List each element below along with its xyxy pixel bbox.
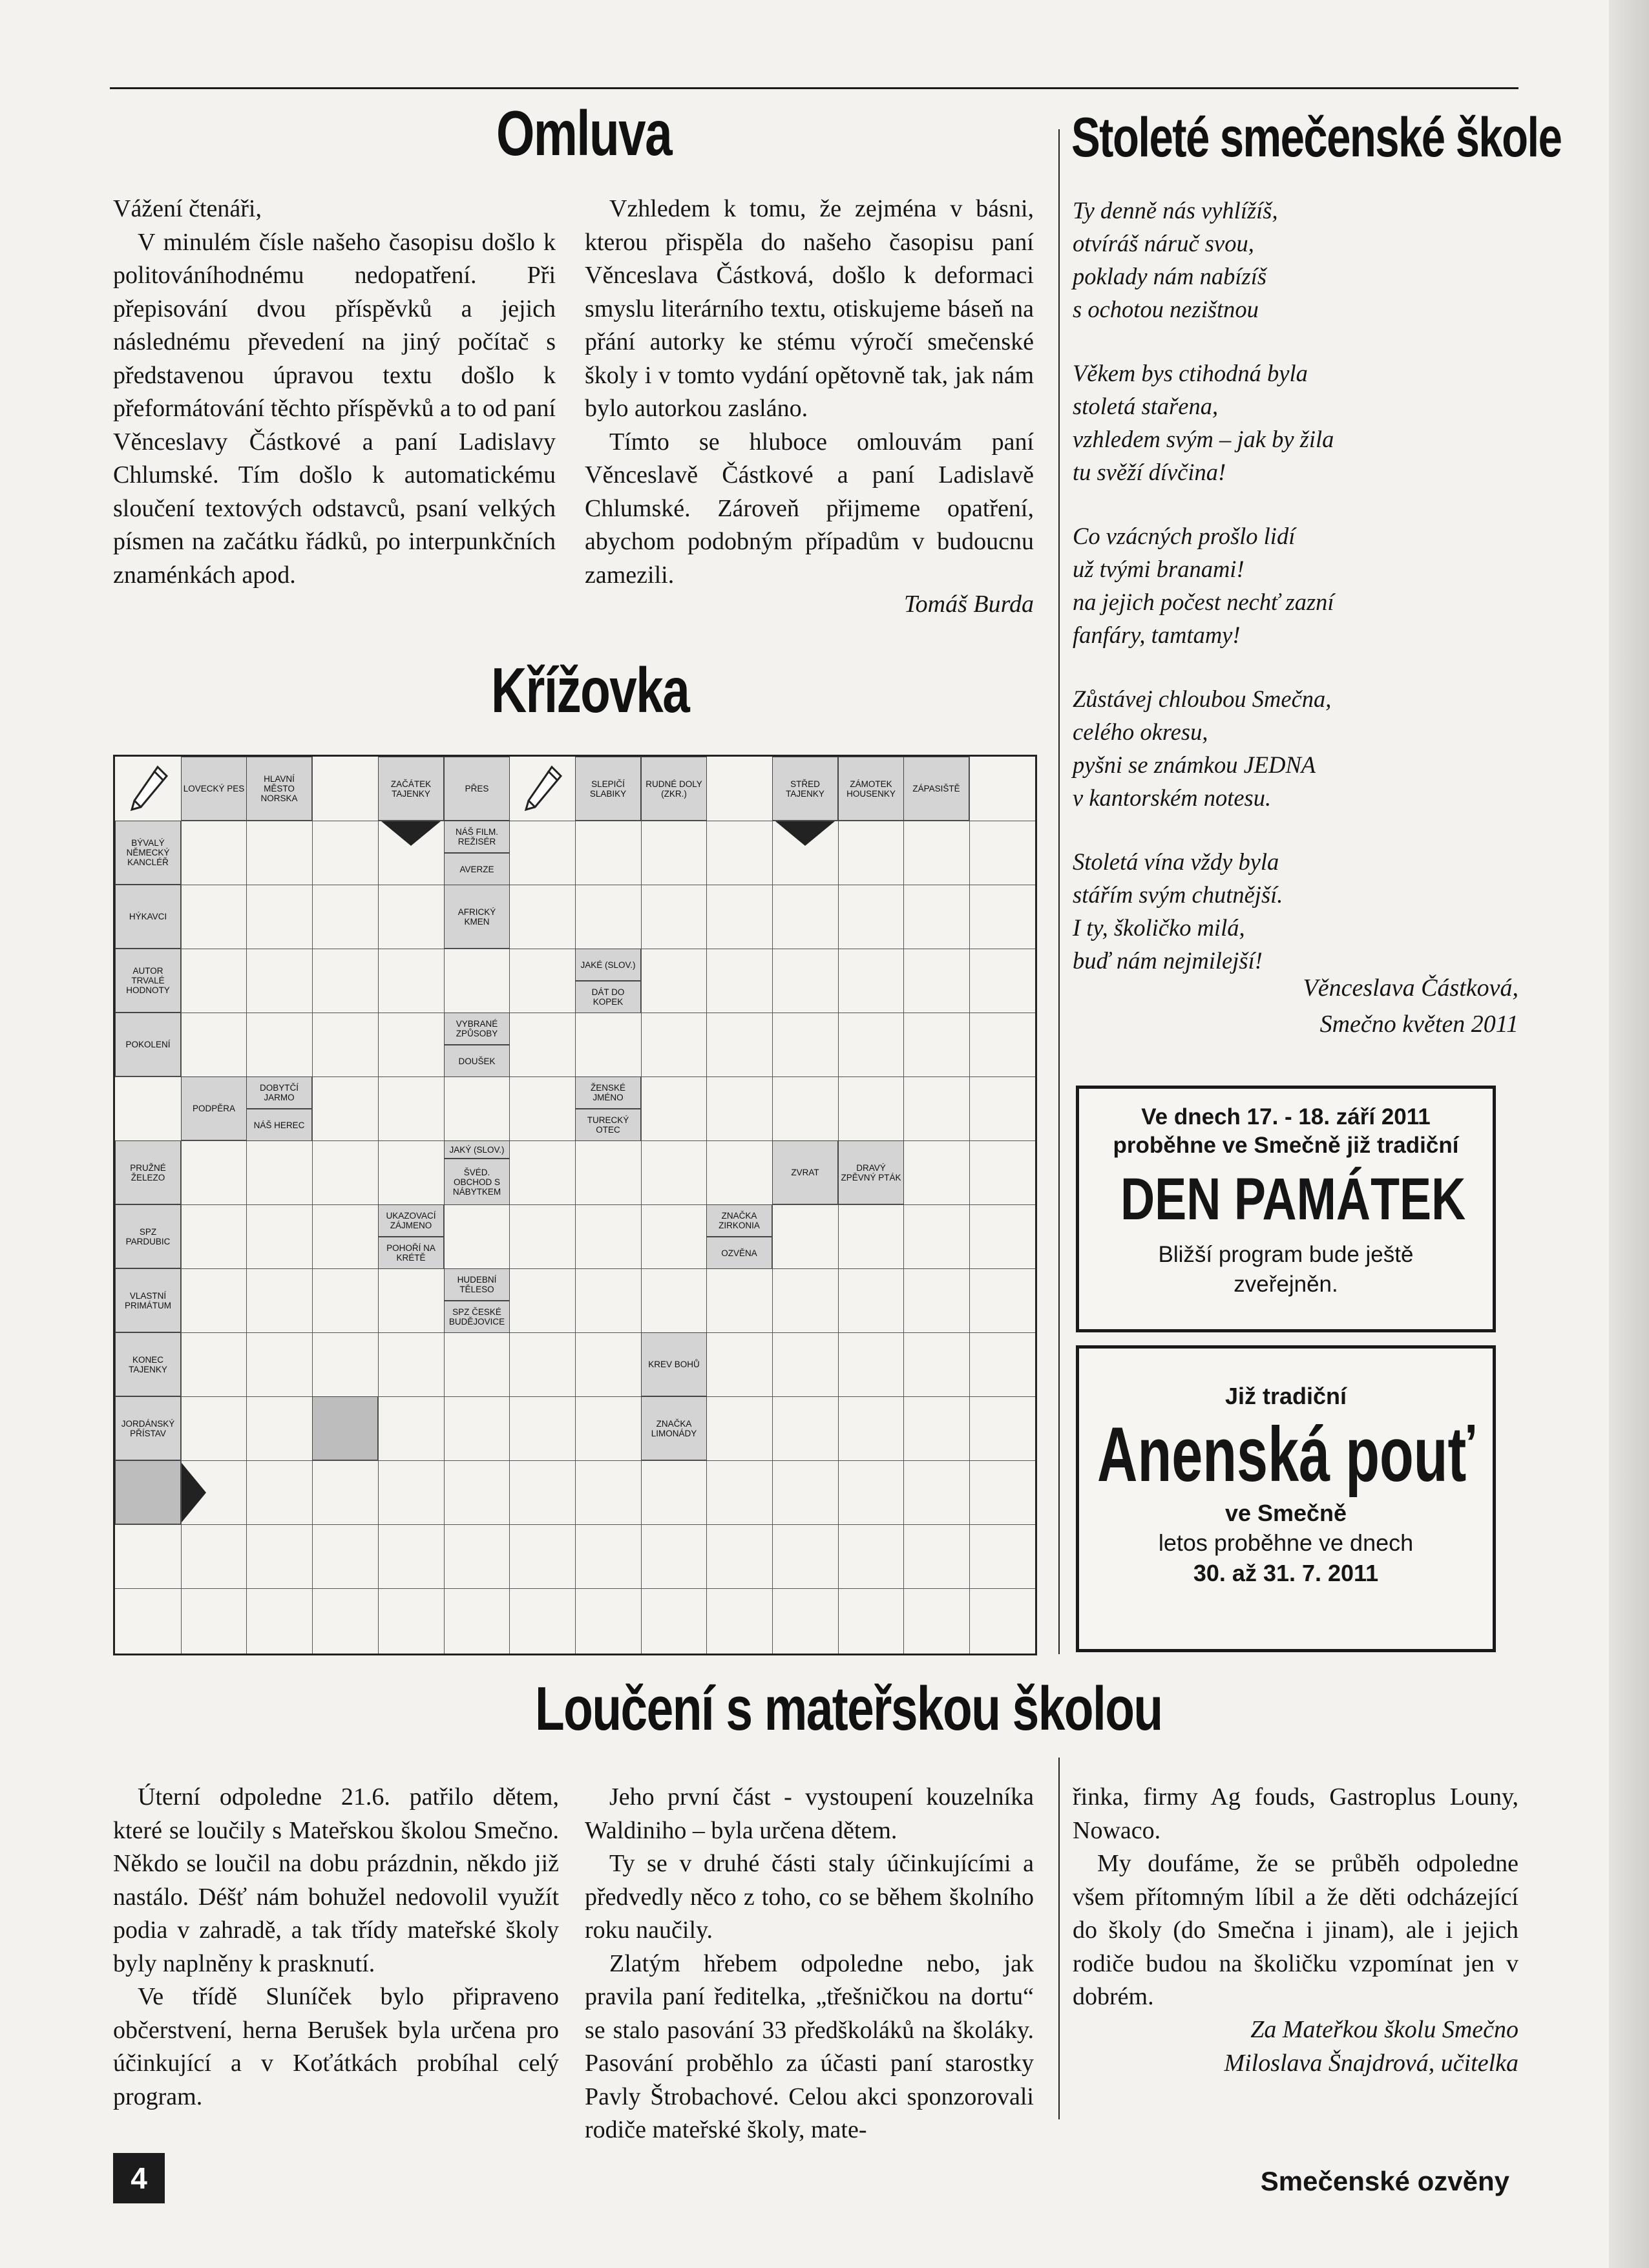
anenska-text: letos proběhne ve dnech [1158,1529,1414,1556]
poem-signature-name: Věnceslava Částková, [1303,974,1518,1002]
clue: LOVECKÝ PES [181,757,247,821]
clue: AFRICKÝ KMEN [444,885,510,949]
poem-line: pyšni se známkou JEDNA [1073,751,1316,778]
louceni-title: Loučení s mateřskou školou [535,1674,1162,1743]
louceni-paragraph: řinka, firmy Ag fouds, Gastroplus Louny, Nowaco. [1073,1783,1518,1844]
louceni-paragraph: My doufáme, že se průběh odpoledne všem přítomným líbil a že děti odcházející do školy (do Smečna i jinam), ale i jejich rodiče budou na školičku vzpomínat jen v dobrém. [1073,1850,1518,2010]
clue: KONEC TAJENKY [115,1332,181,1396]
poem-line: s ochotou nezištnou [1073,296,1259,322]
den-pamatek-subtitle: proběhne ve Smečně již tradiční [1113,1133,1459,1158]
poem-line: Ty denně nás vyhlížíš, [1073,197,1278,224]
clue: HUDEBNÍ TĚLESO [444,1268,510,1301]
clue: SPZ ČESKÉ BUDĚJOVICE [444,1301,510,1333]
clue: AVERZE [444,853,510,885]
louceni-col3 [1073,1781,1518,2014]
louceni-col1 [113,1781,559,2114]
clue: SLEPIČÍ SLABIKY [575,757,641,821]
omluva-paragraph: Vzhledem k tomu, že zejména v básni, kterou přispěla do našeho časopisu paní Věnceslava Částková, došlo k deformaci smyslu literárního textu, otiskujeme báseň na přání autorky ke stému výročí smečenské školy i v tomto vydání opětovně tak, jak nám bylo autorkou zasláno. [585,195,1034,422]
omluva-paragraph: Tímto se hluboce omlouvám paní Věnceslavě Částkové a paní Ladislavě Chlumské. Zároveň přijmeme opatření, abychom podobným případům v budoucnu zamezili. [585,428,1034,589]
omluva-title: Omluva [496,98,672,169]
anenska-pre: Již tradiční [1224,1383,1347,1409]
louceni-paragraph: Zlatým hřebem odpoledne nebo, jak pravila paní ředitelka, „třešničkou na dortu“ se stalo pasování 33 předškoláků na školáky. Pasování proběhlo za účasti paní starostky Pavly Štrobachové. Celou akci sponzorovali rodiče mateřské školy, mate- [585,1949,1034,2143]
poem-stanza [1073,194,1486,326]
poem-line: Věkem bys ctihodná byla [1073,360,1308,386]
clue: ZNAČKA LIMONÁDY [641,1396,707,1460]
poem-line: I ty, školičko milá, [1073,914,1245,941]
clue: POKOLENÍ [115,1013,181,1076]
poem-line: stoletá stařena, [1073,393,1219,419]
louceni-col2 [585,1781,1034,2147]
poem-stanza [1073,357,1486,488]
pencil-icon [521,763,566,815]
clue: POHOŘÍ NA KRÉTĚ [378,1237,444,1269]
clue: ZÁMOTEK HOUSENKY [838,757,904,821]
stolete-title: Stoleté smečenské škole [1071,107,1562,169]
clue: JAKÝ (SLOV.) [444,1140,510,1159]
clue: VYBRANÉ ZPŮSOBY [444,1013,510,1045]
den-pamatek-box [1076,1086,1496,1332]
clue: DOUŠEK [444,1045,510,1077]
shaded-cell [115,1460,181,1524]
poem-line: v kantorském notesu. [1073,784,1272,811]
clue: ŽENSKÉ JMÉNO [575,1076,641,1109]
omluva-col2 [585,193,1034,592]
poem-stanza [1073,682,1486,814]
clue: OZVĚNA [706,1237,772,1269]
arrow-down-icon [381,821,441,847]
clue: RUDNÉ DOLY (ZKR.) [641,757,707,821]
den-pamatek-title: DEN PAMÁTEK [1120,1166,1466,1232]
anenska-box [1076,1345,1496,1652]
anenska-place: ve Smečně [1224,1500,1347,1526]
clue: VLASTNÍ PRIMÁTUM [115,1268,181,1332]
krizovka-title: Křížovka [491,655,689,726]
arrow-down-icon [775,821,835,847]
omluva-paragraph: V minulém čísle našeho časopisu došlo k politováníhodnému nedopatření. Při přepisování dvou příspěvků a jejich následnému převedení na jiný počítač s představenou úpravou textu došlo k přeformátování těchto příspěvků a to od paní Věnceslavy Částkové a paní Ladislavy Chlumské. Tím došlo k automatickému sloučení textových odstavců, psaní velkých písmen na začátku řádků, po interpunkčních znaménkách apod. [113,228,556,589]
clue: PŘES [444,757,510,821]
den-pamatek-note2: zveřejněn. [1234,1272,1338,1297]
clue: ZAČÁTEK TAJENKY [378,757,444,821]
omluva-salutation: Vážení čtenáři, [113,195,262,222]
poem-line: otvíráš náruč svou, [1073,230,1254,257]
page-edge-shadow [1609,0,1649,2268]
poem-line: na jejich počest nechť zazní [1073,589,1334,615]
clue: STŘED TAJENKY [772,757,838,821]
poem-line: stářím svým chutnější. [1073,881,1283,908]
louceni-signature-org: Za Mateřkou školu Smečno [1250,2016,1518,2043]
poem-stanza [1073,520,1486,651]
poem-line: Stoletá vína vždy byla [1073,848,1279,875]
poem-line: už tvými branami! [1073,556,1245,582]
clue: HLAVNÍ MĚSTO NORSKA [246,757,312,821]
den-pamatek-dates: Ve dnech 17. - 18. září 2011 [1141,1104,1431,1129]
crossword-grid [113,755,1037,1655]
poem-line: Co vzácných prošlo lidí [1073,523,1296,549]
clue: DRAVÝ ZPĚVNÝ PTÁK [838,1140,904,1204]
clue: ZÁPASIŠTĚ [903,757,969,821]
poem-line: tu svěží dívčina! [1073,459,1226,485]
clue: ZNAČKA ZIRKONIA [706,1204,772,1237]
column-divider [1058,129,1060,1654]
louceni-paragraph: Ve třídě Sluníček bylo připraveno občerstvení, herna Berušek byla určena pro účinkující a v Koťátkách probíhal celý program. [113,1983,559,2110]
clue: DÁT DO KOPEK [575,981,641,1013]
omluva-col1 [113,193,556,592]
den-pamatek-note: Bližší program bude ještě [1158,1242,1414,1267]
top-rule [110,87,1518,89]
omluva-signature: Tomáš Burda [904,591,1034,618]
clue: SPZ PARDUBIC [115,1204,181,1268]
clue: BÝVALÝ NĚMECKÝ KANCLÉŘ [115,821,181,885]
clue: HÝKAVCI [115,885,181,949]
poem-line: Zůstávej chloubou Smečna, [1073,686,1332,712]
page-number: 4 [113,2153,165,2203]
clue: DOBYTČÍ JARMO [246,1076,312,1109]
clue: NÁŠ HEREC [246,1109,312,1141]
louceni-paragraph: Jeho první část - vystoupení kouzelníka Waldiniho – byla určena dětem. [585,1783,1034,1844]
publication-title: Smečenské ozvěny [1260,2166,1509,2196]
poem-line: fanfáry, tamtamy! [1073,622,1241,648]
louceni-signature-name: Miloslava Šnajdrová, učitelka [1224,2050,1518,2077]
clue: AUTOR TRVALÉ HODNOTY [115,949,181,1013]
poem-line: buď nám nejmilejší! [1073,947,1263,974]
poem-line: vzhledem svým – jak by žila [1073,426,1334,452]
clue: PRUŽNÉ ŽELEZO [115,1140,181,1204]
louceni-paragraph: Úterní odpoledne 21.6. patřilo dětem, které se loučily s Mateřskou školou Smečno. Někdo se loučil na dobu prázdnin, někdo již nastálo. Déšť nám bohužel nedovolil využít podia v zahradě, a tak třídy mateřské školy byly naplněny k prasknutí. [113,1783,559,1977]
clue: ZVRAT [772,1140,838,1204]
anenska-dates: 30. až 31. 7. 2011 [1193,1560,1379,1586]
louceni-paragraph: Ty se v druhé části staly účinkujícími a předvedly něco z toho, co se během školního roku naučily. [585,1850,1034,1944]
shaded-cell [312,1396,378,1460]
clue: KREV BOHŮ [641,1332,707,1396]
clue: JAKÉ (SLOV.) [575,949,641,981]
poem-stanza [1073,845,1486,977]
poem [1073,194,1486,1008]
arrow-right-icon [182,1463,207,1522]
anenska-title: Anenská pouť [1097,1411,1475,1498]
clue: ŠVÉD. OBCHOD S NÁBYTKEM [444,1159,510,1205]
clue: NÁŠ FILM. REŽISÉR [444,821,510,853]
clue: JORDÁNSKÝ PŘÍSTAV [115,1396,181,1460]
column-divider-bottom [1058,1758,1060,2119]
clue: TURECKÝ OTEC [575,1109,641,1141]
poem-signature-date: Smečno květen 2011 [1319,1011,1518,1038]
clue: UKAZOVACÍ ZÁJMENO [378,1204,444,1237]
clue: PODPĚRA [181,1076,247,1140]
pencil-icon [127,763,172,815]
poem-line: celého okresu, [1073,719,1208,745]
poem-line: poklady nám nabízíš [1073,263,1267,289]
